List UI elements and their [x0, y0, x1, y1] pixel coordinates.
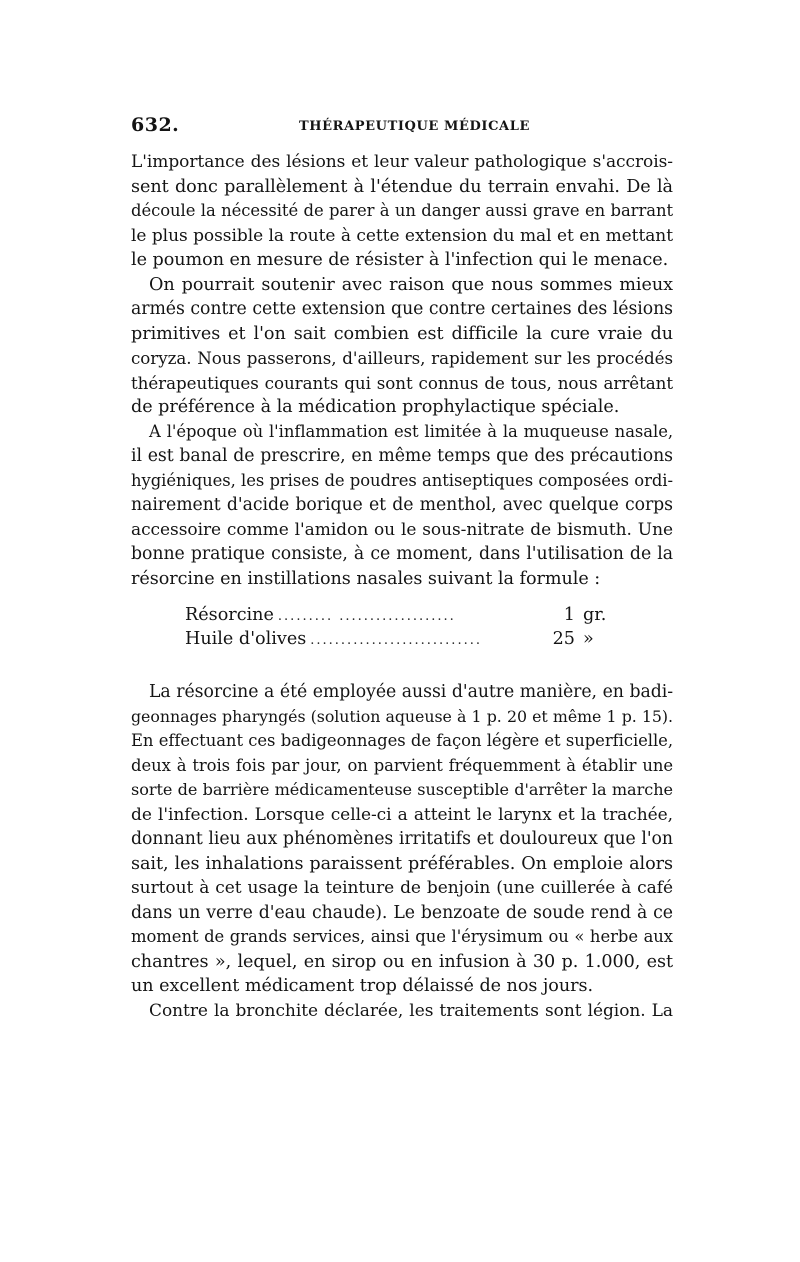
text-line: accessoire comme l'amidon ou le sous-nitrate de bismuth. Une	[131, 519, 673, 540]
running-head	[131, 112, 673, 140]
text-line: chantres », lequel, en sirop ou en infusion à 30 p. 1.000, est	[131, 951, 673, 972]
text-line: Contre la bronchite déclarée, les traitements sont légion. La	[149, 1000, 673, 1021]
formula-row	[185, 604, 623, 628]
text-line: A l'époque où l'inflammation est limitée à la muqueuse nasale,	[149, 421, 673, 441]
text-line: coryza. Nous passerons, d'ailleurs, rapidement sur les procédés	[131, 348, 673, 368]
prescription-formula	[131, 604, 673, 652]
text-line: hygiéniques, les prises de poudres antiseptiques composées ordi-	[131, 470, 673, 490]
formula-row	[185, 628, 623, 652]
text-line: découle la nécessité de parer à un danger aussi grave en barrant	[131, 201, 673, 220]
paragraph-bronchitis	[131, 999, 673, 1024]
text-line: sent donc parallèlement à l'étendue du terrain envahi. De là	[131, 176, 673, 197]
text-line: un excellent médicament trop délaissé de nos jours.	[131, 976, 594, 996]
book-page	[131, 112, 673, 1023]
text-line: bonne pratique consiste, à ce moment, dans l'utilisation de la	[131, 544, 673, 564]
dot-leader: ............................	[310, 633, 482, 648]
text-line: il est banal de prescrire, en même temps que des précautions	[131, 446, 673, 466]
text-line: deux à trois fois par jour, on parvient fréquemment à établir une	[131, 755, 673, 775]
text-line: geonnages pharyngés (solution aqueuse à 1 p. 20 et même 1 p. 15).	[131, 706, 673, 726]
text-line: En effectuant ces badigeonnages de façon légère et superficielle,	[131, 731, 673, 750]
paragraph-resorcine	[131, 680, 673, 999]
running-title: THÉRAPEUTIQUE MÉDICALE	[299, 119, 530, 134]
text-line: sorte de barrière médicamenteuse susceptible d'arrêter la marche	[131, 780, 673, 799]
formula-unit: »	[583, 629, 594, 649]
formula-ingredient: Huile d'olives	[185, 629, 307, 649]
paragraph-nasal-mucosa	[131, 420, 673, 592]
formula-quantity: 1	[563, 605, 575, 625]
text-line: de l'infection. Lorsque celle-ci a atteint le larynx et la trachée,	[131, 804, 673, 825]
dot-leader: ......... ...................	[277, 609, 456, 624]
text-line: dans un verre d'eau chaude). Le benzoate de soude rend à ce	[131, 902, 673, 923]
text-line: La résorcine a été employée aussi d'autre manière, en badi-	[149, 682, 673, 702]
text-line: On pourrait soutenir avec raison que nous sommes mieux	[149, 274, 673, 295]
text-line: sait, les inhalations paraissent préférables. On emploie alors	[131, 853, 673, 874]
paragraph-extension	[131, 273, 673, 420]
text-line: le plus possible la route à cette extension du mal et en mettant	[131, 225, 673, 246]
paragraph-lesions	[131, 150, 673, 273]
formula-unit: gr.	[583, 605, 607, 625]
text-line: armés contre cette extension que contre certaines des lésions	[131, 299, 673, 319]
text-line: L'importance des lésions et leur valeur pathologique s'accrois-	[131, 152, 673, 172]
text-line: thérapeutiques courants qui sont connus de tous, nous arrêtant	[131, 372, 673, 393]
text-line: donnant lieu aux phénomènes irritatifs et douloureux que l'on	[131, 829, 673, 849]
text-line: surtout à cet usage la teinture de benjoin (une cuillerée à café	[131, 878, 673, 898]
text-line: moment de grands services, ainsi que l'érysimum ou « herbe aux	[131, 927, 673, 946]
text-line: nairement d'acide borique et de menthol, avec quelque corps	[131, 495, 673, 515]
text-line: le poumon en mesure de résister à l'infection qui le menace.	[131, 250, 669, 270]
page-number: 632.	[131, 114, 180, 136]
formula-ingredient: Résorcine	[185, 605, 274, 625]
text-line: de préférence à la médication prophylactique spéciale.	[131, 397, 620, 417]
formula-quantity: 25	[552, 629, 575, 649]
text-line: primitives et l'on sait combien est difficile la cure vraie du	[131, 323, 673, 344]
text-line: résorcine en instillations nasales suivant la formule :	[131, 568, 601, 589]
